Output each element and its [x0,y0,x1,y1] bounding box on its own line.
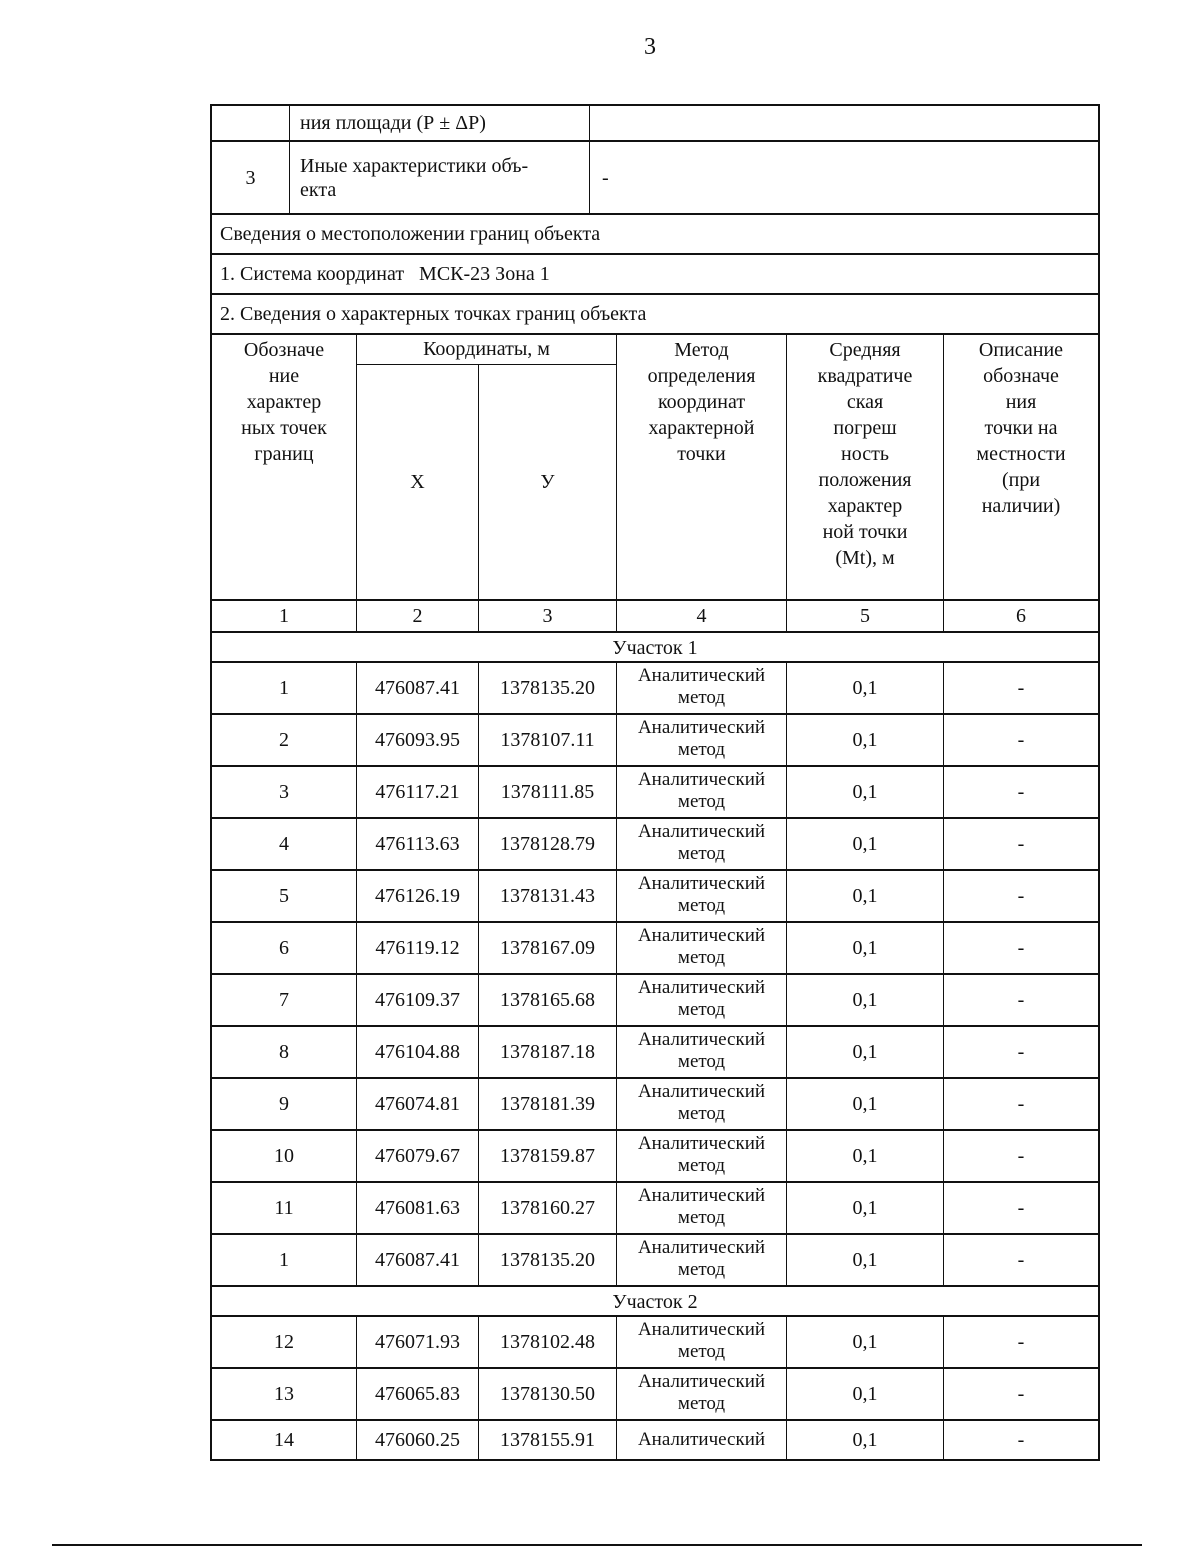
point-number-cell: 9 [212,1079,357,1129]
coord-y-cell: 1378159.87 [479,1131,617,1181]
points-heading-label: 2. Сведения о характерных точках границ объекта [220,302,647,325]
coord-system-row [210,255,1100,295]
method-cell: Аналитический метод [617,1369,787,1419]
table-header [212,335,1098,599]
table-row [212,975,1098,1027]
coord-x-cell: 476087.41 [357,1235,479,1285]
description-cell: - [1017,1330,1025,1353]
table-row [212,1183,1098,1235]
column-number: 3 [479,601,617,631]
description-cell: - [1017,1382,1025,1405]
coord-y-cell: 1378130.50 [479,1369,617,1419]
mean-error-cell: 0,1 [787,715,944,765]
header-x: X [357,365,479,599]
header-description: Описание обозначе ния точки на местности (при наличии) [976,339,1066,517]
coord-x-cell: 476126.19 [357,871,479,921]
other-characteristics-row [212,142,1098,213]
section-location-title: Сведения о местоположении границ объекта [220,222,601,245]
description-cell: - [1017,1196,1025,1219]
section-title: Участок 1 [212,633,1098,663]
row-label: Иные характеристики объ- екта [290,142,590,213]
coord-y-cell: 1378167.09 [479,923,617,973]
section-title: Участок 2 [212,1287,1098,1317]
mean-error-cell: 0,1 [787,1235,944,1285]
point-number-cell: 5 [212,871,357,921]
point-number-cell: 1 [212,663,357,713]
coord-y-cell: 1378111.85 [479,767,617,817]
coord-y-cell: 1378107.11 [479,715,617,765]
table-row [212,1421,1098,1459]
row-num [212,106,290,140]
points-heading-row [210,295,1100,335]
mean-error-cell: 0,1 [787,1183,944,1233]
point-number-cell: 8 [212,1027,357,1077]
method-cell: Аналитический метод [617,1235,787,1285]
column-number: 5 [787,601,944,631]
point-number-cell: 10 [212,1131,357,1181]
column-number: 2 [357,601,479,631]
description-cell: - [1017,728,1025,751]
method-cell: Аналитический метод [617,871,787,921]
coord-x-cell: 476104.88 [357,1027,479,1077]
mean-error-cell: 0,1 [787,1317,944,1367]
point-number-cell: 1 [212,1235,357,1285]
table-row [212,1131,1098,1183]
description-cell: - [1017,884,1025,907]
point-number-cell: 12 [212,1317,357,1367]
table-row [212,663,1098,715]
coord-x-cell: 476071.93 [357,1317,479,1367]
boundary-table [210,104,1100,1461]
table-row [212,1317,1098,1369]
method-cell: Аналитический метод [617,819,787,869]
description-cell: - [1017,936,1025,959]
header-mean-error: Средняя квадратиче ская погреш ность положения характер ной точки (Mt), м [787,335,944,599]
coord-x-cell: 476087.41 [357,663,479,713]
description-cell: - [1017,1092,1025,1115]
coord-y-cell: 1378102.48 [479,1317,617,1367]
description-cell: - [1017,832,1025,855]
point-number-cell: 4 [212,819,357,869]
point-number-cell: 6 [212,923,357,973]
coord-y-cell: 1378131.43 [479,871,617,921]
row-label: ния площади (Р ± ΔР) [290,106,590,140]
point-number-cell: 13 [212,1369,357,1419]
method-cell: Аналитический метод [617,1027,787,1077]
point-number-cell: 11 [212,1183,357,1233]
table-row [212,871,1098,923]
mean-error-cell: 0,1 [787,663,944,713]
row-value [590,106,1098,140]
point-number-cell: 7 [212,975,357,1025]
table-row [212,1369,1098,1421]
mean-error-cell: 0,1 [787,871,944,921]
description-cell: - [1017,676,1025,699]
coord-x-cell: 476060.25 [357,1421,479,1459]
method-cell: Аналитический метод [617,975,787,1025]
table-row [212,1079,1098,1131]
header-point-designation: Обозначе ние характер ных точек границ [212,335,357,599]
description-cell: - [1017,988,1025,1011]
header-method: Метод определения координат характерной точки [617,335,787,599]
area-row [212,106,1098,142]
method-cell: Аналитический метод [617,1183,787,1233]
mean-error-cell: 0,1 [787,1079,944,1129]
method-cell: Аналитический метод [617,663,787,713]
row-num: 3 [212,142,290,213]
coord-y-cell: 1378187.18 [479,1027,617,1077]
footer-rule [52,1544,1142,1546]
table-row [212,819,1098,871]
table-row [212,923,1098,975]
description-cell: - [1017,1040,1025,1063]
points-table [210,335,1100,1461]
method-cell: Аналитический метод [617,1317,787,1367]
coord-y-cell: 1378135.20 [479,663,617,713]
coord-y-cell: 1378128.79 [479,819,617,869]
table-row [212,767,1098,819]
coord-x-cell: 476081.63 [357,1183,479,1233]
table-row [212,1235,1098,1287]
method-cell: Аналитический [617,1421,787,1459]
method-cell: Аналитический метод [617,715,787,765]
mean-error-cell: 0,1 [787,1369,944,1419]
table-row [212,715,1098,767]
description-cell: - [1017,1428,1025,1451]
method-cell: Аналитический метод [617,1131,787,1181]
coord-y-cell: 1378135.20 [479,1235,617,1285]
coord-x-cell: 476113.63 [357,819,479,869]
method-cell: Аналитический метод [617,923,787,973]
coord-y-cell: 1378155.91 [479,1421,617,1459]
description-cell: - [1017,1248,1025,1271]
coord-x-cell: 476117.21 [357,767,479,817]
mean-error-cell: 0,1 [787,819,944,869]
mean-error-cell: 0,1 [787,1131,944,1181]
mean-error-cell: 0,1 [787,1027,944,1077]
mean-error-cell: 0,1 [787,923,944,973]
method-cell: Аналитический метод [617,767,787,817]
top-rows [210,104,1100,215]
column-number: 4 [617,601,787,631]
coord-x-cell: 476074.81 [357,1079,479,1129]
row-value: - [602,166,609,189]
mean-error-cell: 0,1 [787,975,944,1025]
coord-x-cell: 476093.95 [357,715,479,765]
coord-y-cell: 1378165.68 [479,975,617,1025]
point-number-cell: 2 [212,715,357,765]
coord-x-cell: 476119.12 [357,923,479,973]
point-number-cell: 14 [212,1421,357,1459]
coord-system-label: 1. Система координат МСК-23 Зона 1 [220,262,550,285]
method-cell: Аналитический метод [617,1079,787,1129]
header-y: У [479,365,617,599]
point-number-cell: 3 [212,767,357,817]
coord-x-cell: 476079.67 [357,1131,479,1181]
column-number: 6 [1016,605,1026,627]
column-numbers-row [212,599,1098,633]
mean-error-cell: 0,1 [787,767,944,817]
location-heading [210,215,1100,255]
table-body [212,633,1098,1459]
page-number: 3 [644,34,656,60]
coord-y-cell: 1378160.27 [479,1183,617,1233]
coord-y-cell: 1378181.39 [479,1079,617,1129]
column-number: 1 [212,601,357,631]
header-coordinates: Координаты, м [357,335,617,365]
coord-x-cell: 476065.83 [357,1369,479,1419]
coord-x-cell: 476109.37 [357,975,479,1025]
description-cell: - [1017,780,1025,803]
description-cell: - [1017,1144,1025,1167]
mean-error-cell: 0,1 [787,1421,944,1459]
table-row [212,1027,1098,1079]
